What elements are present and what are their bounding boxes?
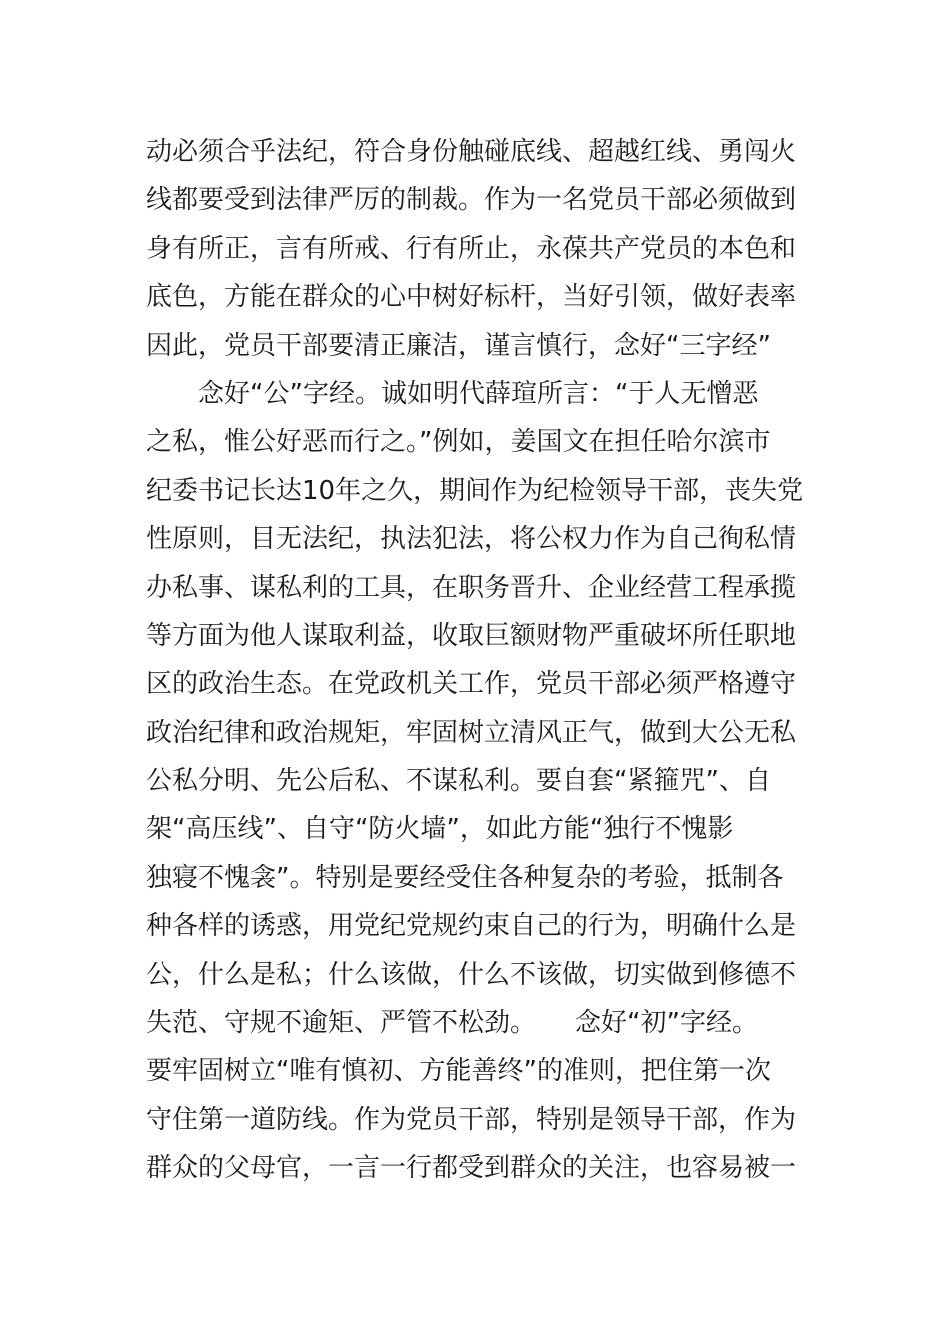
text-line: 区的政治生态。在党政机关工作，党员干部必须严格遵守 (146, 669, 797, 700)
text-line: 等方面为他人谋取利益，收取巨额财物严重破坏所任职地 (146, 620, 797, 651)
text-line: 政治纪律和政治规矩，牢固树立清风正气，做到大公无私 (146, 717, 797, 748)
text-line: 之私，惟公好恶而行之。”例如，姜国文在担任哈尔滨市 (146, 427, 771, 458)
text-line: 架“高压线”、自守“防火墙”，如此方能“独行不愧影 (146, 814, 734, 845)
text-line: 种各样的诱惑，用党纪党规约束自己的行为，明确什么是 (146, 911, 797, 942)
text-line: 公，什么是私；什么该做，什么不该做，切实做到修德不 (146, 959, 797, 990)
text-line: 守住第一道防线。作为党员干部，特别是领导干部，作为 (146, 1104, 797, 1135)
body-text (146, 128, 810, 1193)
text-line: 线都要受到法律严厉的制裁。作为一名党员干部必须做到 (146, 185, 797, 216)
text-line: 独寝不愧衾”。特别是要经受住各种复杂的考验，抵制各 (146, 862, 784, 893)
text-line: 底色，方能在群众的心中树好标杆，当好引领，做好表率 (146, 282, 797, 313)
text-line: 念好“公”字经。诚如明代薛瑄所言：“于人无憎恶 (146, 378, 759, 409)
text-line: 性原则，目无法纪，执法犯法，将公权力作为自己徇私情 (146, 524, 797, 555)
text-line: 要牢固树立“唯有慎初、方能善终”的准则，把住第一次 (146, 1056, 771, 1087)
text-line: 身有所正，言有所戒、行有所止，永葆共产党员的本色和 (146, 233, 797, 264)
text-line: 因此，党员干部要清正廉洁，谨言慎行，念好“三字经” (146, 330, 771, 361)
text-line: 公私分明、先公后私、不谋私利。要自套“紧箍咒”、自 (146, 766, 771, 797)
text-line: 纪委书记长达10年之久，期间作为纪检领导干部，丧失党 (146, 475, 804, 506)
text-line: 群众的父母官，一言一行都受到群众的关注，也容易被一 (146, 1153, 797, 1184)
text-line: 办私事、谋私利的工具，在职务晋升、企业经营工程承揽 (146, 572, 797, 603)
text-line: 失范、守规不逾矩、严管不松劲。 念好“初”字经。 (146, 1008, 758, 1039)
text-line: 动必须合乎法纪，符合身份触碰底线、超越红线、勇闯火 (146, 137, 797, 167)
